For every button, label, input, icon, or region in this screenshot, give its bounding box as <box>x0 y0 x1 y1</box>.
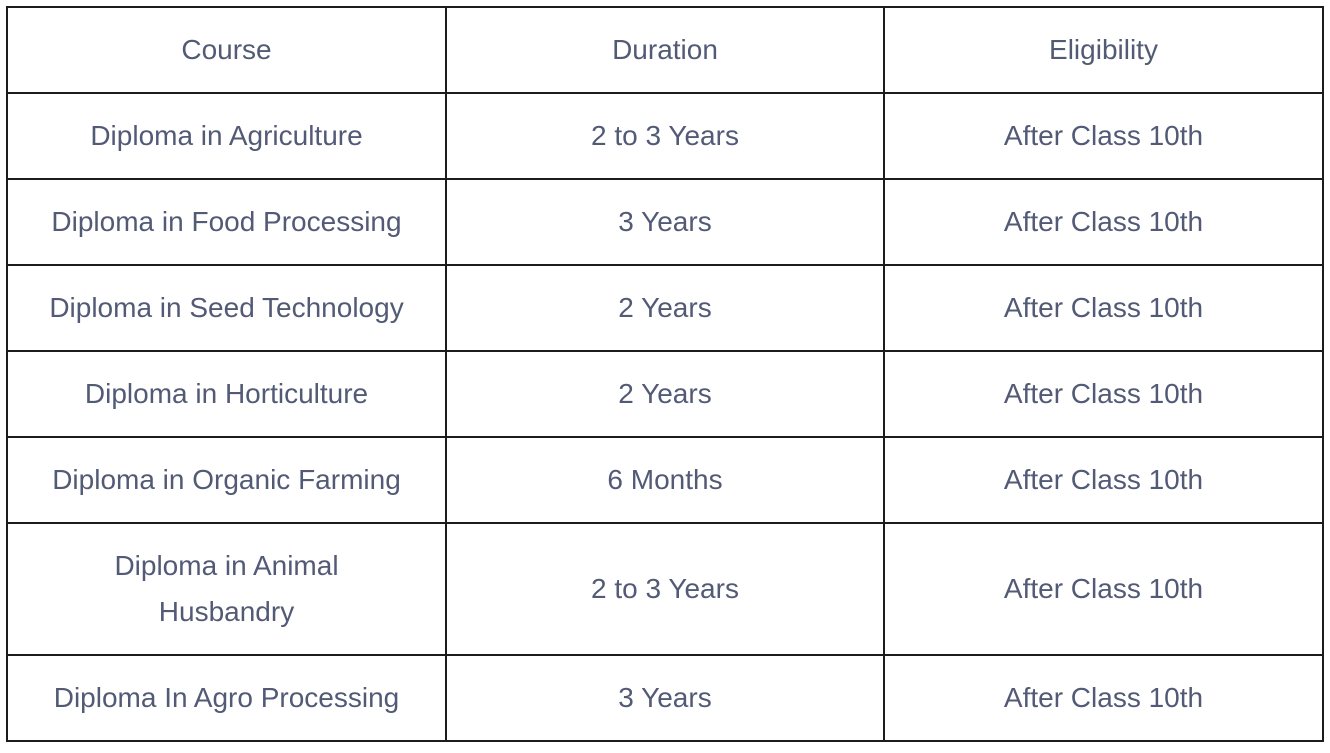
table-row <box>7 523 1323 655</box>
table-row <box>7 351 1323 437</box>
course-cell: Diploma in Horticulture <box>7 351 446 437</box>
eligibility-cell: After Class 10th <box>884 437 1323 523</box>
duration-cell: 2 Years <box>446 265 884 351</box>
eligibility-cell: After Class 10th <box>884 265 1323 351</box>
course-cell-text: Diploma in Animal Husbandry <box>114 550 339 627</box>
table-header-row <box>7 7 1323 93</box>
header-course: Course <box>7 7 446 93</box>
eligibility-cell: After Class 10th <box>884 523 1323 655</box>
course-cell: Diploma in Seed Technology <box>7 265 446 351</box>
header-eligibility: Eligibility <box>884 7 1323 93</box>
course-cell: Diploma in Agriculture <box>7 93 446 179</box>
course-cell: Diploma in Food Processing <box>7 179 446 265</box>
duration-cell: 3 Years <box>446 655 884 741</box>
eligibility-cell: After Class 10th <box>884 351 1323 437</box>
eligibility-cell: After Class 10th <box>884 93 1323 179</box>
duration-cell: 2 to 3 Years <box>446 93 884 179</box>
course-cell: Diploma in Organic Farming <box>7 437 446 523</box>
duration-cell: 3 Years <box>446 179 884 265</box>
course-cell <box>7 523 446 655</box>
duration-cell: 6 Months <box>446 437 884 523</box>
course-cell: Diploma In Agro Processing <box>7 655 446 741</box>
duration-cell: 2 to 3 Years <box>446 523 884 655</box>
duration-cell: 2 Years <box>446 351 884 437</box>
table-row <box>7 179 1323 265</box>
table-row <box>7 265 1323 351</box>
courses-table <box>6 6 1324 742</box>
eligibility-cell: After Class 10th <box>884 179 1323 265</box>
header-duration: Duration <box>446 7 884 93</box>
eligibility-cell: After Class 10th <box>884 655 1323 741</box>
table-row <box>7 655 1323 741</box>
table-row <box>7 93 1323 179</box>
table-row <box>7 437 1323 523</box>
